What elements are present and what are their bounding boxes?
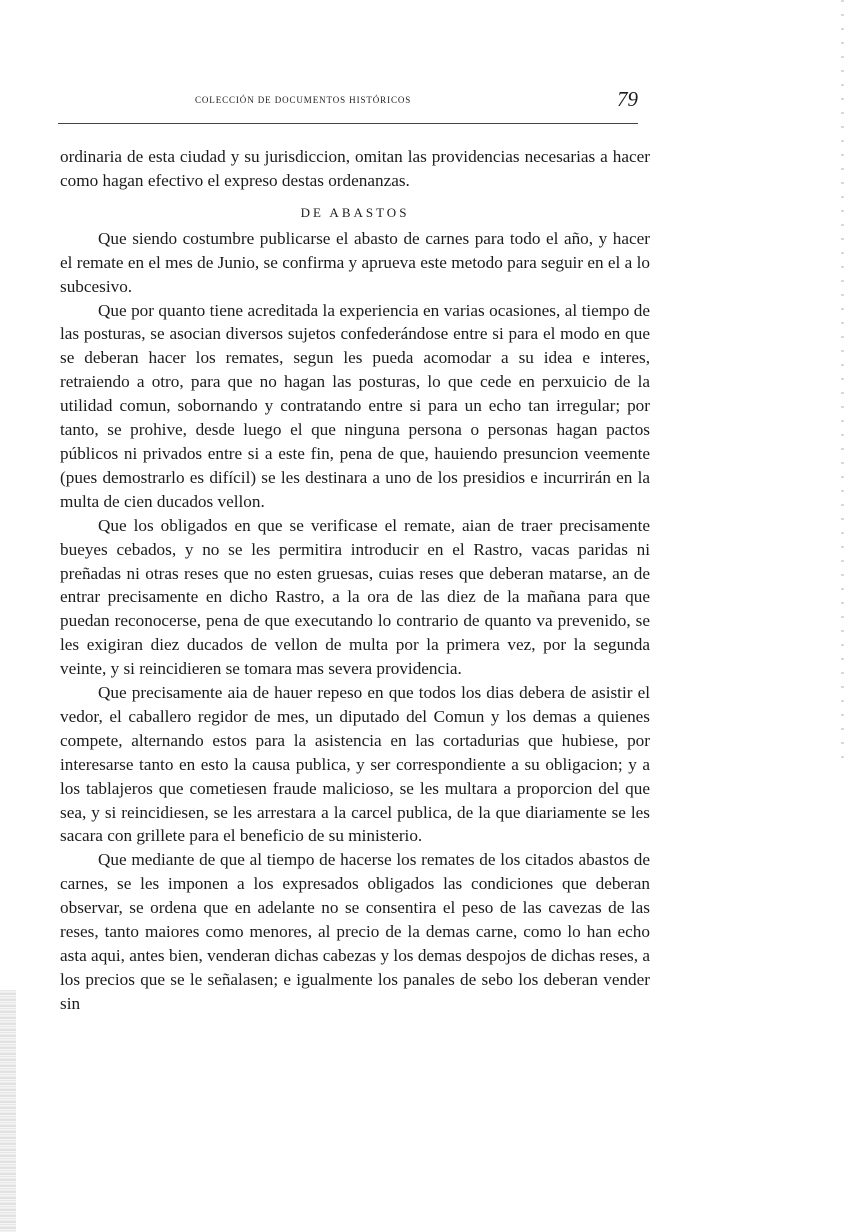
opening-paragraph: ordinaria de esta ciudad y su jurisdiccion, omitan las providencias necesarias a hacer como hagan efectivo el expreso destas ordenanzas.	[60, 147, 650, 190]
body-text	[60, 145, 650, 1016]
paragraph-4: Que precisamente aia de hauer repeso en que todos los dias debera de asistir el vedor, el caballero regidor de mes, un diputado del Comun y los demas a quienes compete, alternando estos para la asistencia en las cortadurias que hubiese, por interesarse tanto en esto la causa publica, y ser correspondiente a su obligacion; y a los tablajeros que cometiesen fraude malicioso, se les multara a proporcion del que sea, y si reincidiesen, se les arrestara a la carcel publica, de la que diariamente se les sacara con grillete para el beneficio de su ministerio.	[60, 683, 650, 846]
page-number: 79	[617, 87, 638, 111]
paragraph-2: Que por quanto tiene acreditada la experiencia en varias ocasiones, al tiempo de las posturas, se asocian diversos sujetos confederándose entre si para el modo en que se deberan hacer los remates, segun les pueda acomodar a su idea e interes, retraiendo a otro, para que no hagan las posturas, lo que cede en perxuicio de la utilidad comun, sobornando y contratando entre si para un echo tan irregular; por tanto, se prohive, desde luego el que ninguna persona o personas hagan pactos públicos ni privados entre si a este fin, pena de que, hauiendo presuncion veemente (pues demostrarlo es difícil) se les destinara a uno de los presidios e incurrirán en la multa de cien ducados vellon.	[60, 300, 650, 511]
paragraph-1: Que siendo costumbre publicarse el abasto de carnes para todo el año, y hacer el remate en el mes de Junio, se confirma y aprueva este metodo para seguir en el a lo subcesivo.	[60, 228, 650, 296]
scan-edge-right	[841, 0, 844, 760]
page-header	[60, 87, 638, 118]
section-heading: DE ABASTOS	[300, 204, 410, 220]
paragraph-5: Que mediante de que al tiempo de hacerse los remates de los citados abastos de carnes, se les imponen a los expresados obligados las condiciones que deberan observar, se ordena que en adelante no se consentira el peso de las cavezas de las reses, tanto maiores como menores, al precio de la demas carne, como lo han echo asta aqui, antes bien, venderan dichas cabezas y los demas despojos de dichas reses, a los precios que se le señalasen; e igualmente los panales de sebo los deberan vender sin	[60, 850, 650, 1013]
paragraph-3: Que los obligados en que se verificase el remate, aian de traer precisamente bueyes cebados, y no se les permitira introducir en el Rastro, vacas paridas ni preñadas ni otras reses que no esten gruesas, cuias reses que deberan matarse, an de entrar precisamente en dicho Rastro, a la ora de las diez de la mañana para que puedan reconocerse, pena de que executando lo contrario de quanto va prevenido, se les exigiran diez ducados de vellon de multa por la primera vez, por la segunda veinte, y si reincidieren se tomara mas severa providencia.	[60, 515, 650, 679]
header-rule	[58, 123, 638, 124]
running-title: colección de documentos históricos	[195, 92, 412, 106]
scan-edge-left	[0, 990, 16, 1232]
